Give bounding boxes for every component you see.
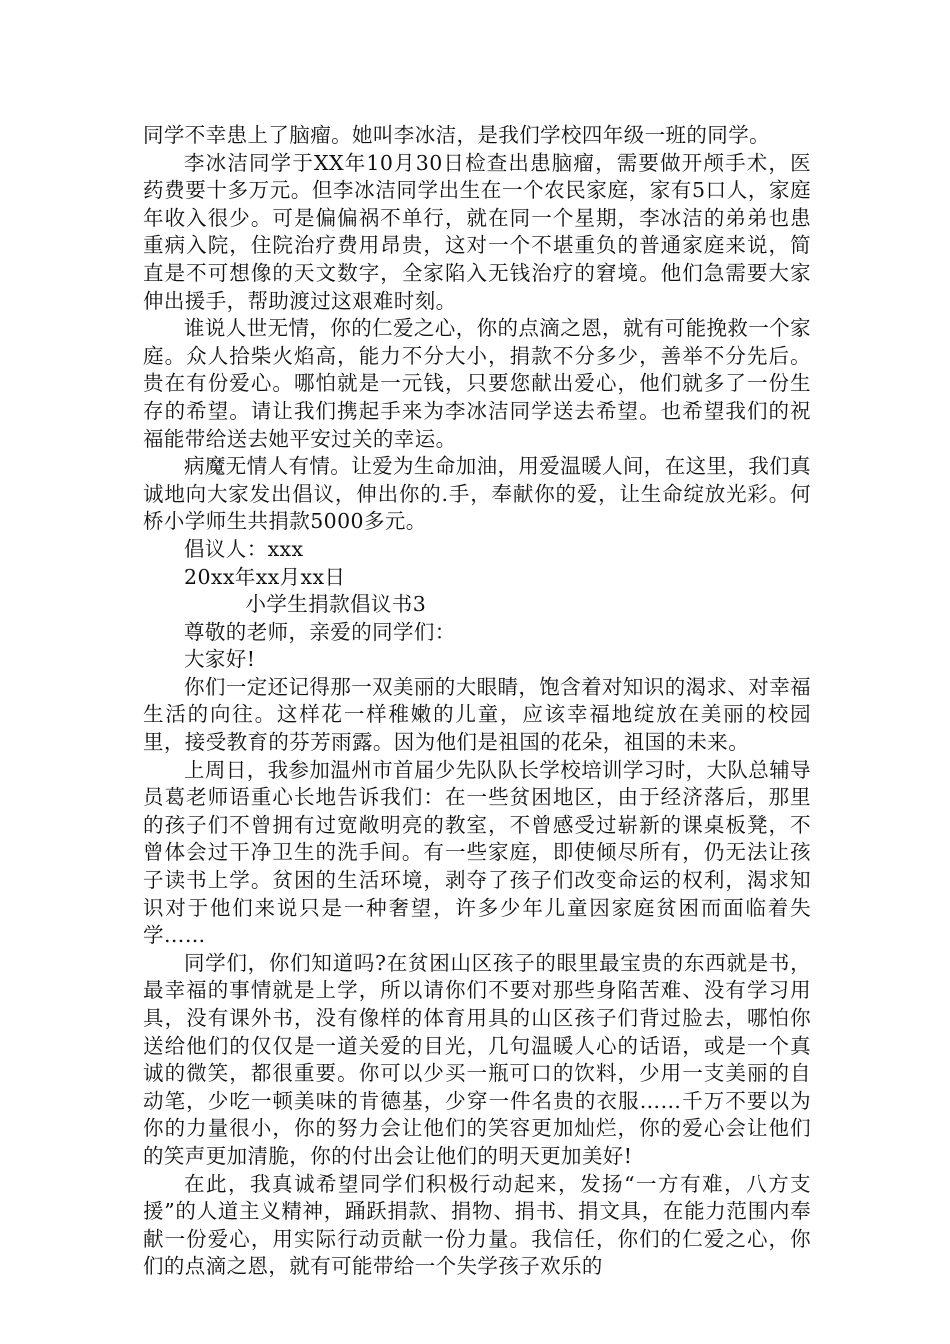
paragraph-call-to-action: 在此，我真诚希望同学们积极行动起来，发扬“一方有难，八方支援”的人道主义精神，踊跃捐款、捐物、捐书、捐文具，在能力范围内奉献一份爱心，用实际行动贡献一份力量。我信任，你们的仁爱之心，你们的点滴之恩，就有可能带给一个失学孩子欢乐的 bbox=[143, 1171, 811, 1279]
section-title: 小学生捐款倡议书3 bbox=[245, 592, 427, 617]
document-page bbox=[143, 122, 811, 1281]
paragraph-diagnosis: 李冰洁同学于XX年10月30日检查出患脑瘤，需要做开颅手术，医药费要十多万元。但李冰洁同学出生在一个农民家庭，家有5口人，家庭年收入很少。可是偏偏祸不单行，就在同一个星期，李冰洁的弟弟也患重病入院，住院治疗费用昂贵，这对一个不堪重负的普通家庭来说，简直是不可想像的天文数字，全家陷入无钱治疗的窘境。他们急需要大家伸出援手，帮助渡过这艰难时刻。 bbox=[143, 150, 811, 313]
signature-date: 20xx年xx月xx日 bbox=[184, 564, 346, 589]
paragraph-appeal: 谁说人世无情，你的仁爱之心，你的点滴之恩，就有可能挽救一个家庭。众人拾柴火焰高，能力不分大小，捐款不分多少，善举不分先后。贵在有份爱心。哪怕就是一元钱，只要您献出爱心，他们就多了一份生存的希望。请让我们携起手来为李冰洁同学送去希望。也希望我们的祝福能带给送去她平安过关的幸运。 bbox=[143, 316, 811, 451]
paragraph-eyes: 你们一定还记得那一双美丽的大眼睛，饱含着对知识的渴求、对幸福生活的向往。这样花一样稚嫩的儿童，应该幸福地绽放在美丽的校园里，接受教育的芬芳雨露。因为他们是祖国的花朵，祖国的未来。 bbox=[143, 674, 811, 755]
paragraph-training: 上周日，我参加温州市首届少先队队长学校培训学习时，大队总辅导员葛老师语重心长地告诉我们：在一些贫困地区，由于经济落后，那里的孩子们不曾拥有过宽敞明亮的教室，不曾感受过崭新的课桌板凳，不曾体会过干净卫生的洗手间。有一些家庭，即使倾尽所有，仍无法让孩子读书上学。贫困的生活环境，剥夺了孩子们改变命运的权利，渴求知识对于他们来说只是一种奢望，许多少年儿童因家庭贫困而面临着失学…… bbox=[143, 757, 811, 948]
paragraph-closing: 病魔无情人有情。让爱为生命加油，用爱温暖人间，在这里，我们真诚地向大家发出倡议，伸出你的.手，奉献你的爱，让生命绽放光彩。何桥小学师生共捐款5000多元。 bbox=[143, 454, 811, 534]
initiator-signature: 倡议人：xxx bbox=[184, 536, 304, 561]
paragraph-books: 同学们，你们知道吗?在贫困山区孩子的眼里最宝贵的东西就是书，最幸福的事情就是上学，所以请你们不要对那些身陷苦难、没有学习用具，没有课外书，没有像样的体育用具的山区孩子们背过脸去，哪怕你送给他们的仅仅是一道关爱的目光，几句温暖人心的话语，或是一个真诚的微笑，都很重要。你可以少买一瓶可口的饮料，少用一支美丽的自动笔，少吃一顿美味的肯德基，少穿一件名贵的衣服……千万不要以为你的力量很小，你的努力会让他们的笑容更加灿烂，你的爱心会让他们的笑声更加清脆，你的付出会让他们的明天更加美好! bbox=[143, 950, 811, 1168]
paragraph-intro-continuation: 同学不幸患上了脑瘤。她叫李冰洁，是我们学校四年级一班的同学。 bbox=[143, 123, 770, 147]
salutation: 尊敬的老师，亲爱的同学们： bbox=[184, 619, 456, 644]
greeting: 大家好! bbox=[184, 647, 256, 672]
